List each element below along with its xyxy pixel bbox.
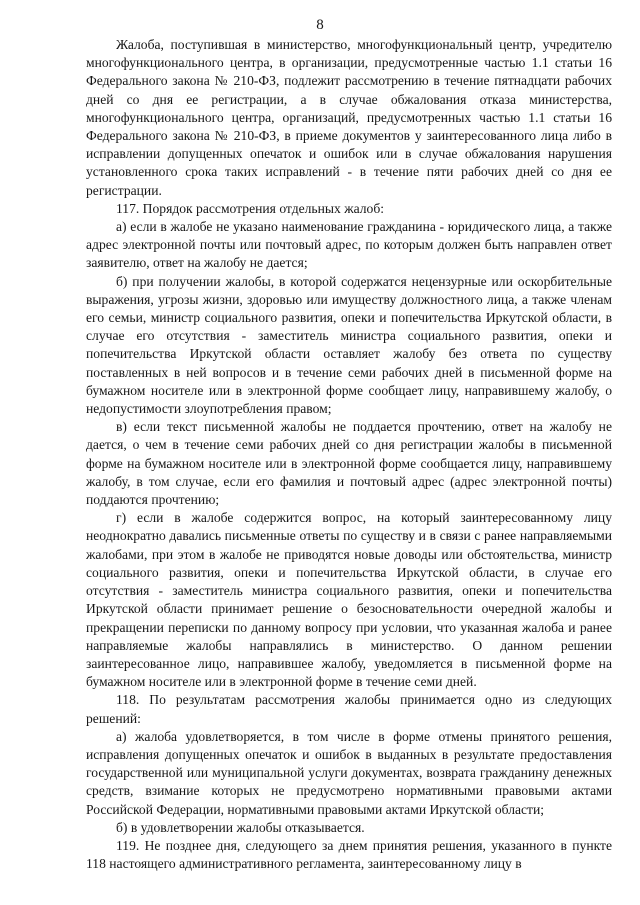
page-number: 8 bbox=[316, 17, 324, 33]
paragraph-117-g: г) если в жалобе содержится вопрос, на который заинтересованному лицу неоднократно давались письменные ответы по существу и в связи с ранее направляемыми жалобами, при этом в жалобе не приводятся новые доводы или обстоятельства, министр социального развития, опеки и попечительства Иркутской области, в случае его отсутствия - заместитель министра социального развития, опеки и попечительства Иркутской области принимает решение о безосновательности очередной жалобы и прекращении переписки по данному вопросу при условии, что указанная жалоба и ранее направляемые жалобы направлялись в министерство. О данном решении заинтересованное лицо, направившее жалобу, уведомляется в письменной форме на бумажном носителе или в электронной форме в течение семи дней. bbox=[86, 510, 612, 690]
paragraph-119: 119. Не позднее дня, следующего за днем принятия решения, указанного в пункте 118 настоящего административного регламента, заинтересованному лицу в bbox=[86, 837, 612, 872]
paragraph-117-a: а) если в жалобе не указано наименование гражданина - юридического лица, а также адрес электронной почты или почтовый адрес, по которым должен быть направлен ответ заявителю, ответ на жалобу не дается; bbox=[86, 219, 612, 271]
paragraph-complaint-deadline: Жалоба, поступившая в министерство, многофункциональный центр, учредителю многофункционального центра, в организации, предусмотренные частью 1.1 статьи 16 Федерального закона № 210-ФЗ, подлежит рассмотрению в течение пятнадцати рабочих дней со дня ее регистрации, а в случае обжалования отказа министерства, многофункционального центра, организаций, предусмотренных частью 1.1 статьи 16 Федерального закона № 210-ФЗ, в приеме документов у заинтересованного лица либо в исправлении допущенных опечаток и ошибок или в случае обжалования нарушения установленного срока таких исправлений - в течение пяти рабочих дней со дня ее регистрации. bbox=[86, 37, 612, 198]
paragraph-118-heading: 118. По результатам рассмотрения жалобы принимается одно из следующих решений: bbox=[86, 692, 612, 726]
paragraph-118-a: а) жалоба удовлетворяется, в том числе в форме отмены принятого решения, исправления допущенных опечаток и ошибок в выданных в результате предоставления государственной или муниципальной услуги документах, возврата гражданину денежных средств, взимание которых не предусмотрено нормативными правовыми актами Российской Федерации, нормативными правовыми актами Иркутской области; bbox=[86, 728, 612, 817]
paragraph-117-heading: 117. Порядок рассмотрения отдельных жалоб: bbox=[116, 200, 385, 216]
document-body bbox=[86, 36, 612, 873]
paragraph-117-b: б) при получении жалобы, в которой содержатся нецензурные или оскорбительные выражения, угрозы жизни, здоровью или имуществу должностного лица, а также членам его семьи, министр социального развития, опеки и попечительства Иркутской области, в случае его отсутствия - заместитель министра социального развития, опеки и попечительства Иркутской области оставляет жалобу без ответа по существу поставленных в ней вопросов и в течение семи рабочих дней в письменной форме на бумажном носителе или в электронной форме сообщает лицу, направившему жалобу, о недопустимости злоупотребления правом; bbox=[86, 273, 612, 417]
paragraph-118-b: б) в удовлетворении жалобы отказывается. bbox=[116, 819, 365, 835]
paragraph-117-v: в) если текст письменной жалобы не поддается прочтению, ответ на жалобу не дается, о чем в течение семи рабочих дней со дня регистрации жалобы в письменной форме на бумажном носителе или в электронной форме сообщается лицу, направившему жалобу, в том случае, если его фамилия и почтовый адрес (адрес электронной почты) поддаются прочтению; bbox=[86, 419, 612, 508]
